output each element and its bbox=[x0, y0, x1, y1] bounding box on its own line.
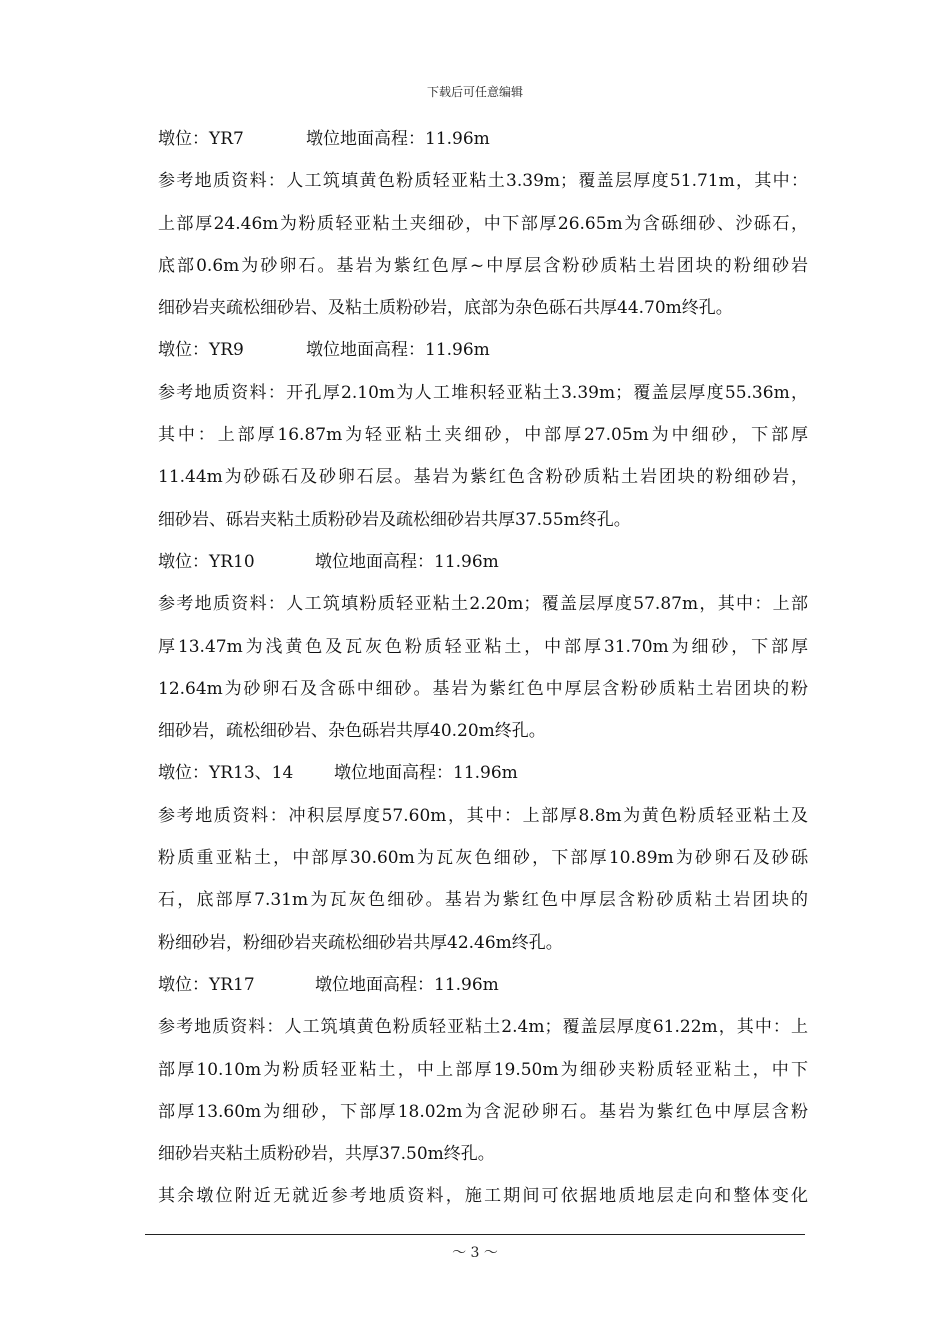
paragraph-line: 参考地质资料：人工筑填粉质轻亚粘土2.20m；覆盖层厚度57.87m，其中：上部 bbox=[158, 594, 808, 615]
paragraph-line: 参考地质资料：冲积层厚度57.60m，其中：上部厚8.8m为黄色粉质轻亚粘土及 bbox=[158, 805, 808, 826]
pier-elevation: 墩位地面高程：11.96m bbox=[306, 129, 490, 149]
pier-id: 墩位：YR10 bbox=[158, 551, 255, 572]
pier-id: 墩位：YR17 bbox=[158, 974, 255, 995]
page-number: ～ 3 ～ bbox=[452, 1245, 498, 1261]
page-header: 下载后可任意编辑 bbox=[426, 85, 523, 99]
paragraph-line: 细砂岩夹粘土质粉砂岩，共厚37.50m终孔。 bbox=[158, 1144, 495, 1165]
pier-elevation: 墩位地面高程：11.96m bbox=[315, 974, 499, 995]
pier-id: 墩位：YR13、14 bbox=[158, 763, 294, 784]
paragraph-line: 粉质重亚粘土，中部厚30.60m为瓦灰色细砂，下部厚10.89m为砂卵石及砂砾 bbox=[158, 848, 808, 869]
paragraph-line: 12.64m为砂卵石及含砾中细砂。基岩为紫红色中厚层含粉砂质粘土岩团块的粉 bbox=[158, 678, 808, 699]
paragraph-line: 底部0.6m为砂卵石。基岩为紫红色厚~中厚层含粉砂质粘土岩团块的粉细砂岩 bbox=[158, 255, 808, 276]
pier-elevation: 墩位地面高程：11.96m bbox=[315, 551, 499, 572]
pier-heading bbox=[158, 752, 808, 794]
paragraph-line: 细砂岩、砾岩夹粘土质粉砂岩及疏松细砂岩共厚37.55m终孔。 bbox=[158, 509, 631, 530]
pier-id: 墩位：YR7 bbox=[158, 129, 244, 149]
closing-paragraph-line: 其余墩位附近无就近参考地质资料，施工期间可依据地质地层走向和整体变化 bbox=[158, 1186, 808, 1207]
pier-heading bbox=[158, 329, 808, 371]
pier-heading bbox=[158, 541, 808, 583]
paragraph-line: 部厚10.10m为粉质轻亚粘土，中上部厚19.50m为细砂夹粉质轻亚粘土，中下 bbox=[158, 1059, 808, 1080]
document-body bbox=[158, 118, 808, 1218]
paragraph-line: 厚13.47m为浅黄色及瓦灰色粉质轻亚粘土，中部厚31.70m为细砂，下部厚 bbox=[158, 636, 808, 657]
paragraph-line: 细砂岩，疏松细砂岩、杂色砾岩共厚40.20m终孔。 bbox=[158, 721, 546, 742]
pier-id: 墩位：YR9 bbox=[158, 340, 244, 361]
paragraph-line: 参考地质资料：开孔厚2.10m为人工堆积轻亚粘土3.39m；覆盖层厚度55.36m， bbox=[158, 382, 808, 403]
paragraph-line: 其中：上部厚16.87m为轻亚粘土夹细砂，中部厚27.05m为中细砂，下部厚 bbox=[158, 425, 808, 446]
pier-elevation: 墩位地面高程：11.96m bbox=[306, 340, 490, 361]
pier-elevation: 墩位地面高程：11.96m bbox=[334, 763, 518, 784]
paragraph-line: 参考地质资料：人工筑填黄色粉质轻亚粘土2.4m；覆盖层厚度61.22m，其中：上 bbox=[158, 1017, 808, 1038]
paragraph-line: 粉细砂岩，粉细砂岩夹疏松细砂岩共厚42.46m终孔。 bbox=[158, 932, 563, 953]
pier-heading bbox=[158, 118, 808, 160]
paragraph-line: 细砂岩夹疏松细砂岩、及粘土质粉砂岩，底部为杂色砾石共厚44.70m终孔。 bbox=[158, 298, 733, 319]
paragraph-line: 部厚13.60m为细砂，下部厚18.02m为含泥砂卵石。基岩为紫红色中厚层含粉 bbox=[158, 1101, 808, 1122]
pier-heading bbox=[158, 964, 808, 1006]
paragraph-line: 上部厚24.46m为粉质轻亚粘土夹细砂，中下部厚26.65m为含砾细砂、沙砾石， bbox=[158, 213, 808, 234]
paragraph-line: 参考地质资料：人工筑填黄色粉质轻亚粘土3.39m；覆盖层厚度51.71m，其中： bbox=[158, 171, 808, 192]
paragraph-line: 11.44m为砂砾石及砂卵石层。基岩为紫红色含粉砂质粘土岩团块的粉细砂岩， bbox=[158, 467, 808, 488]
footer-divider bbox=[145, 1234, 805, 1235]
paragraph-line: 石，底部厚7.31m为瓦灰色细砂。基岩为紫红色中厚层含粉砂质粘土岩团块的 bbox=[158, 890, 808, 911]
